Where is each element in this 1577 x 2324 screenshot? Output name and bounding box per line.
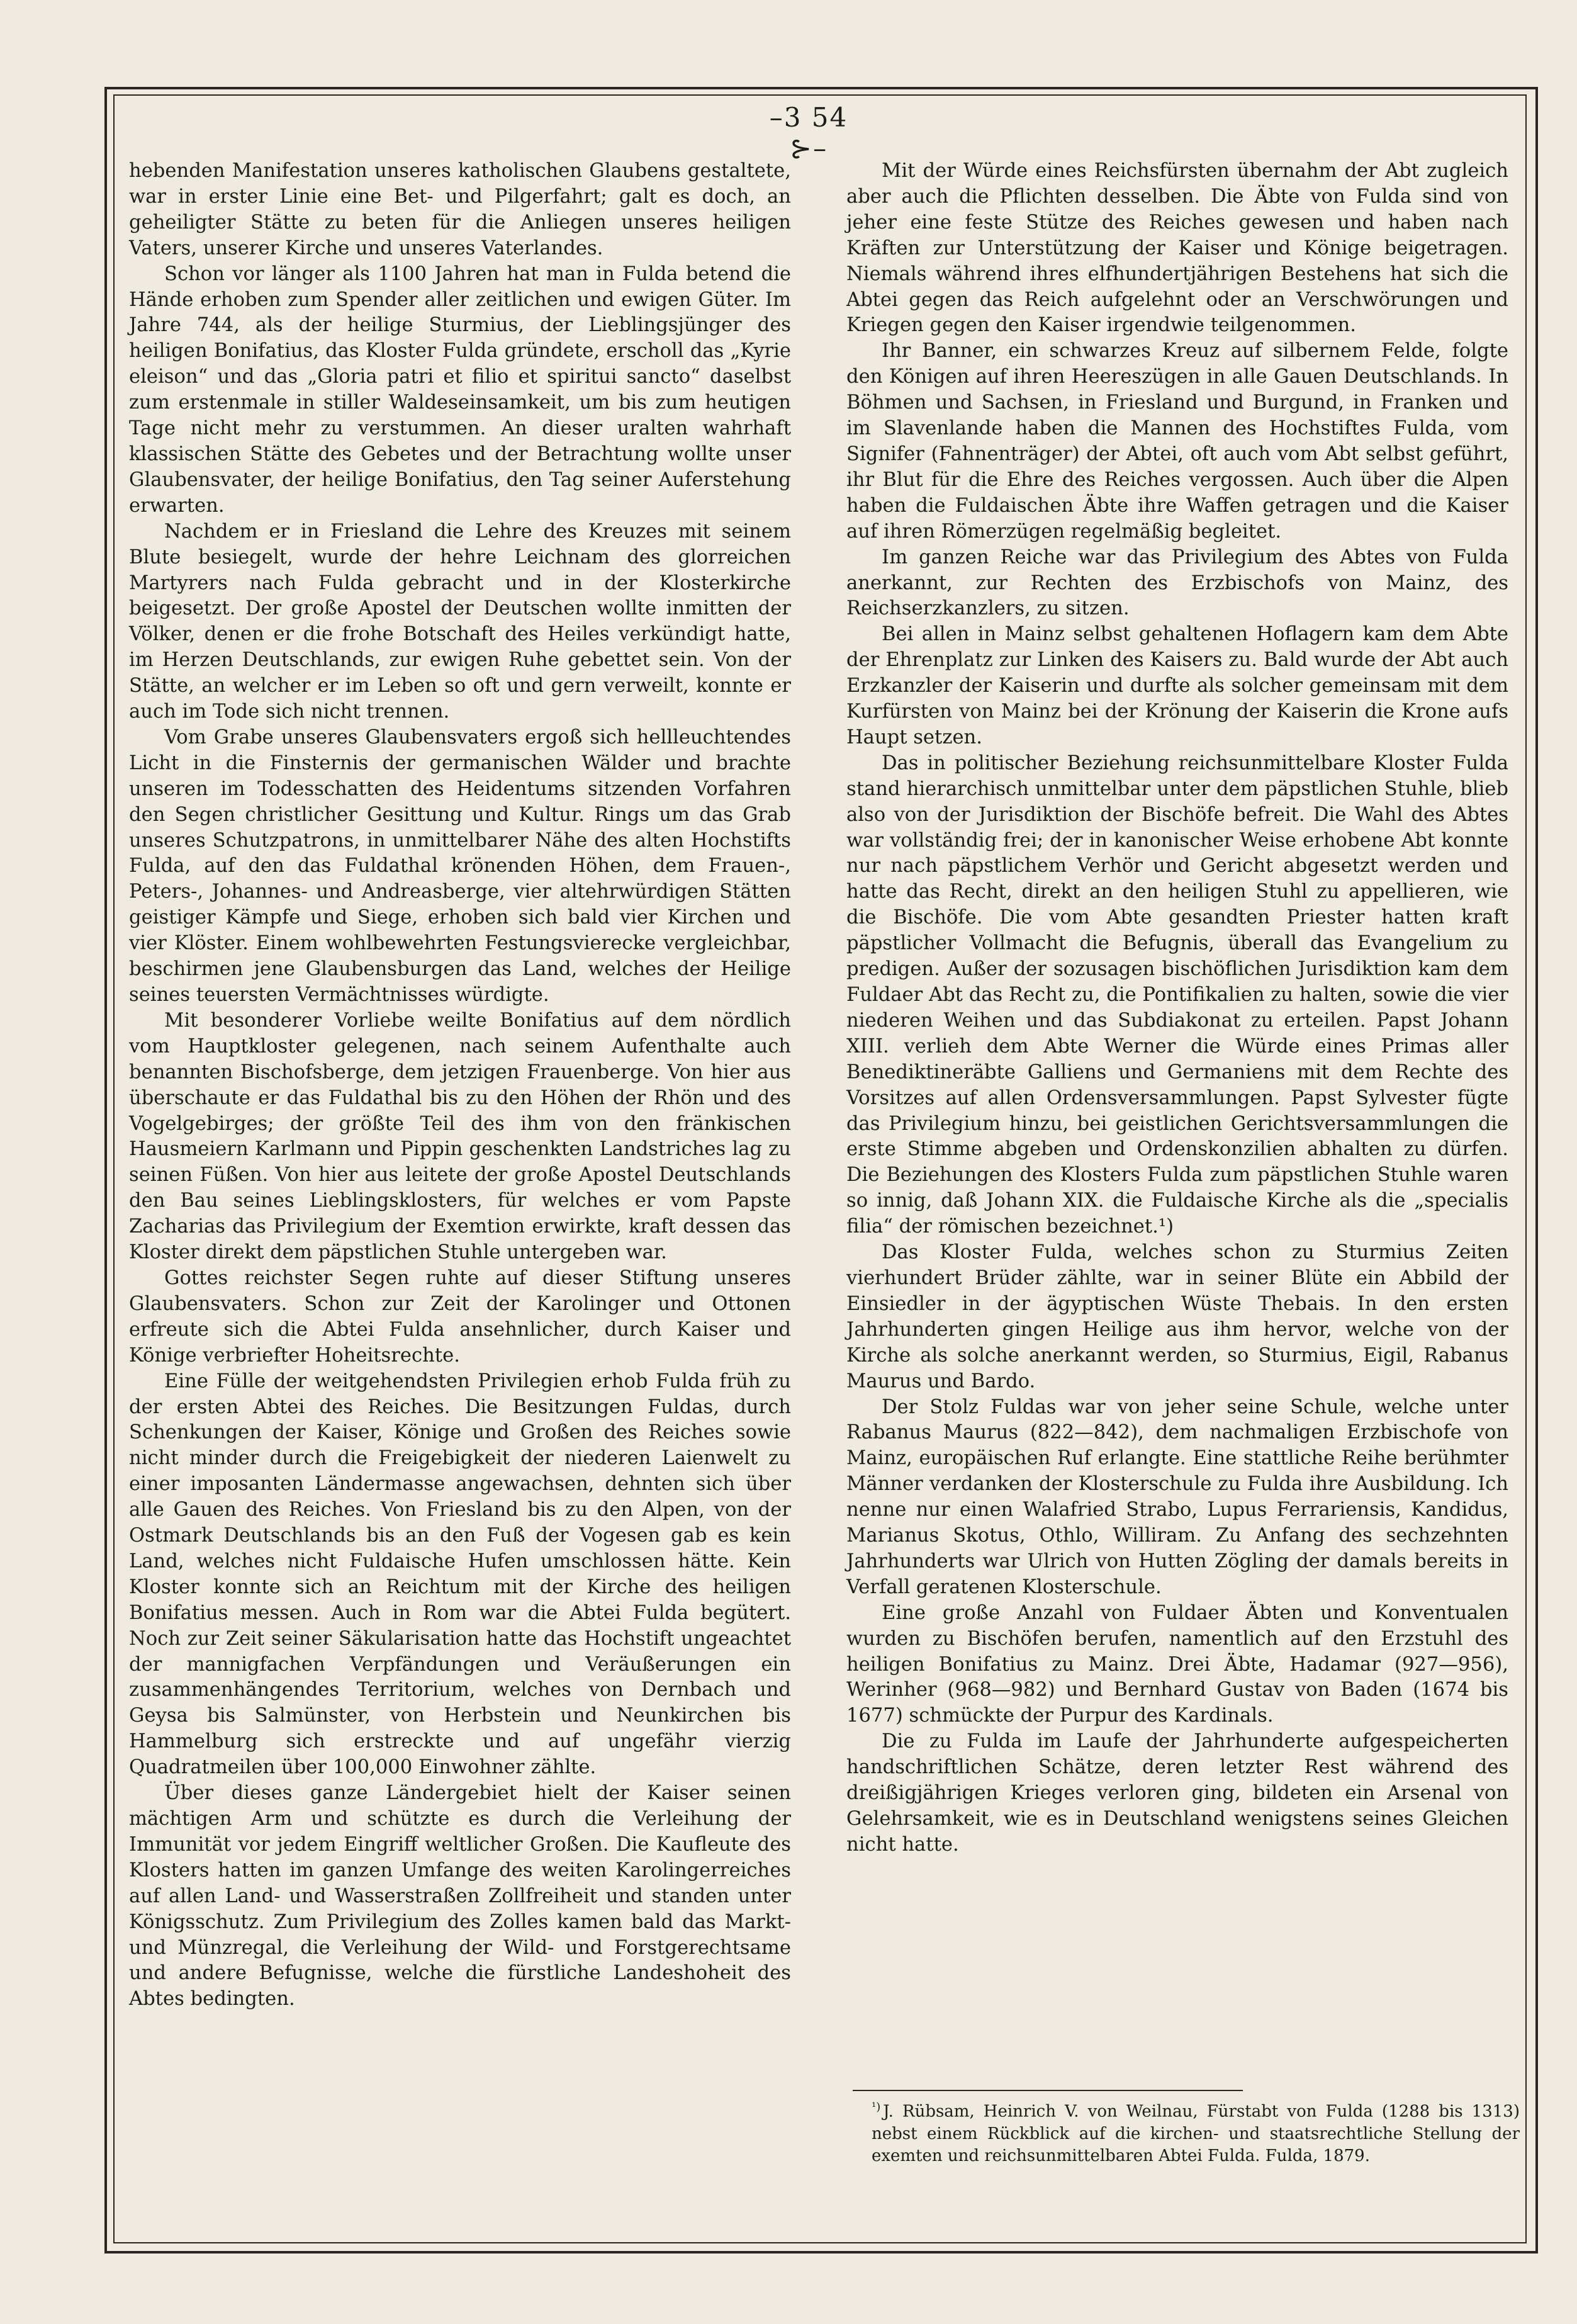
paragraph: Eine große Anzahl von Fuldaer Äbten und Konventualen wurden zu Bischöfen berufen, namentlich auf den Erzstuhl des heiligen Bonifatius zu Mainz. Drei Äbte, Hadamar (927—956), Werinher (968—982) und Bernhard Gustav von Baden (1674 bis 1677) schmückte der Purpur des Kardinals. xyxy=(846,1601,1508,1727)
page-number: –3 54 ⊱– xyxy=(769,102,848,164)
left-column xyxy=(129,159,791,2012)
right-column xyxy=(846,159,1508,1858)
paragraph: Das Kloster Fulda, welches schon zu Sturmius Zeiten vierhundert Brüder zählte, war in seiner Blüte ein Abbild der Einsiedler in der ägyptischen Wüste Thebais. In den ersten Jahrhunderten gingen Heilige aus ihm hervor, welche von der Kirche als solche anerkannt werden, so Sturmius, Eigil, Rabanus Maurus und Bardo. xyxy=(846,1241,1508,1392)
paragraph: Über dieses ganze Ländergebiet hielt der Kaiser seinen mächtigen Arm und schützte es durch die Verleihung der Immunität vor jedem Eingriff weltlicher Großen. Die Kaufleute des Klosters hatten im ganzen Umfange des weiten Karolingerreiches auf allen Land- und Wasserstraßen Zollfreiheit und standen unter Königsschutz. Zum Privilegium des Zolles kamen bald das Markt- und Münzregal, die Verleihung der Wild- und Forstgerechtsame und andere Befugnisse, welche die fürstliche Landeshoheit des Abtes bedingten. xyxy=(129,1782,791,2011)
paragraph: Bei allen in Mainz selbst gehaltenen Hoflagern kam dem Abte der Ehrenplatz zur Linken des Kaisers zu. Bald wurde der Abt auch Erzkanzler der Kaiserin und durfte als solcher gemeinsam mit dem Kurfürsten von Mainz bei der Krönung der Kaiserin die Krone aufs Haupt setzen. xyxy=(846,623,1508,748)
paragraph: Vom Grabe unseres Glaubensvaters ergoß sich hellleuchtendes Licht in die Finsternis der germanischen Wälder und brachte unseren im Todesschatten des Heidentums sitzenden Vorfahren den Segen christlicher Gesittung und Kultur. Rings um das Grab unseres Schutzpatrons, in unmittelbarer Nähe des alten Hochstifts Fulda, auf den das Fuldathal krönenden Höhen, dem Frauen-, Peters-, Johannes- und Andreasberge, vier altehrwürdigen Stätten geistiger Kämpfe und Siege, erhoben sich bald vier Kirchen und vier Klöster. Einem wohlbewehrten Festungsvierecke vergleichbar, beschirmen jene Glaubensburgen das Land, welches der Heilige seines teuersten Vermächtnisses würdigte. xyxy=(129,726,791,1006)
paragraph: Mit besonderer Vorliebe weilte Bonifatius auf dem nördlich vom Hauptkloster gelegenen, nach seinem Aufenthalte auch benannten Bischofsberge, dem jetzigen Frauenberge. Von hier aus überschaute er das Fuldathal bis zu den Höhen der Rhön und des Vogelgebirges; der größte Teil des ihm von den fränkischen Hausmeiern Karlmann und Pippin geschenkten Landstriches lag zu seinen Füßen. Von hier aus leitete der große Apostel Deutschlands den Bau seines Lieblingsklosters, für welches er vom Papste Zacharias das Privilegium der Exemtion erwirkte, kraft dessen das Kloster direkt dem päpstlichen Stuhle untergeben war. xyxy=(129,1009,791,1264)
paragraph: hebenden Manifestation unseres katholischen Glaubens gestaltete, war in erster Linie eine Bet- und Pilgerfahrt; galt es doch, an geheiligter Stätte zu beten für die Anliegen unseres heiligen Vaters, unserer Kirche und unseres Vaterlandes. xyxy=(129,160,791,259)
paragraph: Das in politischer Beziehung reichsunmittelbare Kloster Fulda stand hierarchisch unmittelbar unter dem päpstlichen Stuhle, blieb also von der Jurisdiktion der Bischöfe befreit. Die Wahl des Abtes war vollständig frei; der in kanonischer Weise erhobene Abt konnte nur nach päpstlichem Verhör und Gericht abgesetzt werden und hatte das Recht, direkt an den heiligen Stuhl zu appellieren, wie die Bischöfe. Die vom Abte gesandten Priester hatten kraft päpstlicher Vollmacht die Befugnis, überall das Evangelium zu predigen. Außer der sozusagen bischöflichen Jurisdiktion kam dem Fuldaer Abt das Recht zu, die Pontifikalien zu halten, sowie die vier niederen Weihen und das Subdiakonat zu erteilen. Papst Johann XIII. verlieh dem Abte Werner die Würde eines Primas aller Benediktineräbte Galliens und Germaniens mit dem Rechte des Vorsitzes auf allen Ordensversammlungen. Papst Sylvester fügte das Privilegium hinzu, bei geistlichen Gerichtsversammlungen die erste Stimme abgeben und Ordenskonzilien abhalten zu dürfen. Die Beziehungen des Klosters Fulda zum päpstlichen Stuhle waren so innig, daß Johann XIX. die Fuldaische Kirche als die „specialis filia“ der römischen bezeichnet.¹) xyxy=(846,752,1508,1238)
paragraph: Im ganzen Reiche war das Privilegium des Abtes von Fulda anerkannt, zur Rechten des Erzbischofs von Mainz, des Reichserzkanzlers, zu sitzen. xyxy=(846,546,1508,620)
paragraph: Nachdem er in Friesland die Lehre des Kreuzes mit seinem Blute besiegelt, wurde der hehre Leichnam des glorreichen Martyrers nach Fulda gebracht und in der Klosterkirche beigesetzt. Der große Apostel der Deutschen wollte inmitten der Völker, denen er die frohe Botschaft des Heiles verkündigt hatte, im Herzen Deutschlands, zur ewigen Ruhe gebettet sein. Von der Stätte, an welcher er im Leben so oft und gern verweilt, konnte er auch im Tode sich nicht trennen. xyxy=(129,520,791,723)
paragraph: Der Stolz Fuldas war von jeher seine Schule, welche unter Rabanus Maurus (822—842), dem nachmaligen Erzbischofe von Mainz, europäischen Ruf erlangte. Eine stattliche Reihe berühmter Männer verdanken der Klosterschule zu Fulda ihre Ausbildung. Ich nenne nur einen Walafried Strabo, Lupus Ferrariensis, Kandidus, Marianus Skotus, Othlo, Williram. Zu Anfang des sechzehnten Jahrhunderts war Ulrich von Hutten Zögling der damals bereits in Verfall geratenen Klosterschule. xyxy=(846,1396,1508,1598)
paragraph: Ihr Banner, ein schwarzes Kreuz auf silbernem Felde, folgte den Königen auf ihren Heereszügen in alle Gauen Deutschlands. In Böhmen und Sachsen, in Friesland und Burgund, in Franken und im Slavenlande haben die Mannen des Hochstiftes Fulda, vom Signifer (Fahnenträger) der Abtei, oft auch vom Abt selbst geführt, ihr Blut für die Ehre des Reiches vergossen. Auch über die Alpen haben die Fuldaischen Äbte ihre Waffen getragen und die Kaiser auf ihren Römerzügen regelmäßig begleitet. xyxy=(846,340,1508,543)
footnote-marker: ¹) xyxy=(872,2101,881,2114)
paragraph: Mit der Würde eines Reichsfürsten übernahm der Abt zugleich aber auch die Pflichten desselben. Die Äbte von Fulda sind von jeher eine feste Stütze des Reiches gewesen und haben nach Kräften zur Unterstützung der Kaiser und Könige beigetragen. Niemals während ihres elfhundertjährigen Bestehens hat sich die Abtei gegen das Reich aufgelehnt oder an Verschwörungen und Kriegen gegen den Kaiser irgendwie teilgenommen. xyxy=(846,160,1508,337)
paragraph: Eine Fülle der weitgehendsten Privilegien erhob Fulda früh zu der ersten Abtei des Reiches. Die Besitzungen Fuldas, durch Schenkungen der Kaiser, Könige und Großen des Reiches sowie nicht minder durch die Freigebigkeit der niederen Laienwelt zu einer imposanten Ländermasse angewachsen, dehnten sich über alle Gauen des Reiches. Von Friesland bis zu den Alpen, von der Ostmark Deutschlands bis an den Fuß der Vogesen gab es kein Land, welches nicht Fuldaische Hufen umschlossen hätte. Kein Kloster konnte sich an Reichtum mit der Kirche des heiligen Bonifatius messen. Auch in Rom war die Abtei Fulda begütert. Noch zur Zeit seiner Säkularisation hatte das Hochstift ungeachtet der mannigfachen Verpfändungen und Veräußerungen ein zusammenhängendes Territorium, welches von Dernbach und Geysa bis Salmünster, von Herbstein und Neunkirchen bis Hammelburg sich erstreckte und auf ungefähr vierzig Quadratmeilen über 100,000 Einwohner zählte. xyxy=(129,1370,791,1779)
footnote-text: J. Rübsam, Heinrich V. von Weilnau, Fürstabt von Fulda (1288 bis 1313) nebst einem Rückblick auf die kirchen- und staatsrechtliche Stellung der exemten und reichsunmittelbaren Abtei Fulda. Fulda, 1879. xyxy=(872,2102,1520,2165)
paragraph: Schon vor länger als 1100 Jahren hat man in Fulda betend die Hände erhoben zum Spender aller zeitlichen und ewigen Güter. Im Jahre 744, als der heilige Sturmius, der Lieblingsjünger des heiligen Bonifatius, das Kloster Fulda gründete, erscholl das „Kyrie eleison“ und das „Gloria patri et filio et spiritui sancto“ daselbst zum erstenmale in stiller Waldeseinsamkeit, um bis zum heutigen Tage nicht mehr zu verstummen. An dieser uralten wahrhaft klassischen Stätte des Gebetes und der Betrachtung wollte unser Glaubensvater, der heilige Bonifatius, den Tag seiner Auferstehung erwarten. xyxy=(129,262,791,517)
paragraph: Gottes reichster Segen ruhte auf dieser Stiftung unseres Glaubensvaters. Schon zur Zeit der Karolinger und Ottonen erfreute sich die Abtei Fulda ansehnlicher, durch Kaiser und Könige verbriefter Hoheitsrechte. xyxy=(129,1266,791,1367)
footnote xyxy=(872,2096,1520,2167)
footnote-divider xyxy=(853,2090,1243,2091)
paragraph: Die zu Fulda im Laufe der Jahrhunderte aufgespeicherten handschriftlichen Schätze, deren letzter Rest während des dreißigjährigen Krieges verloren ging, bildeten ein Arsenal von Gelehrsamkeit, wie es in Deutschland wenigstens seines Gleichen nicht hatte. xyxy=(846,1730,1508,1856)
